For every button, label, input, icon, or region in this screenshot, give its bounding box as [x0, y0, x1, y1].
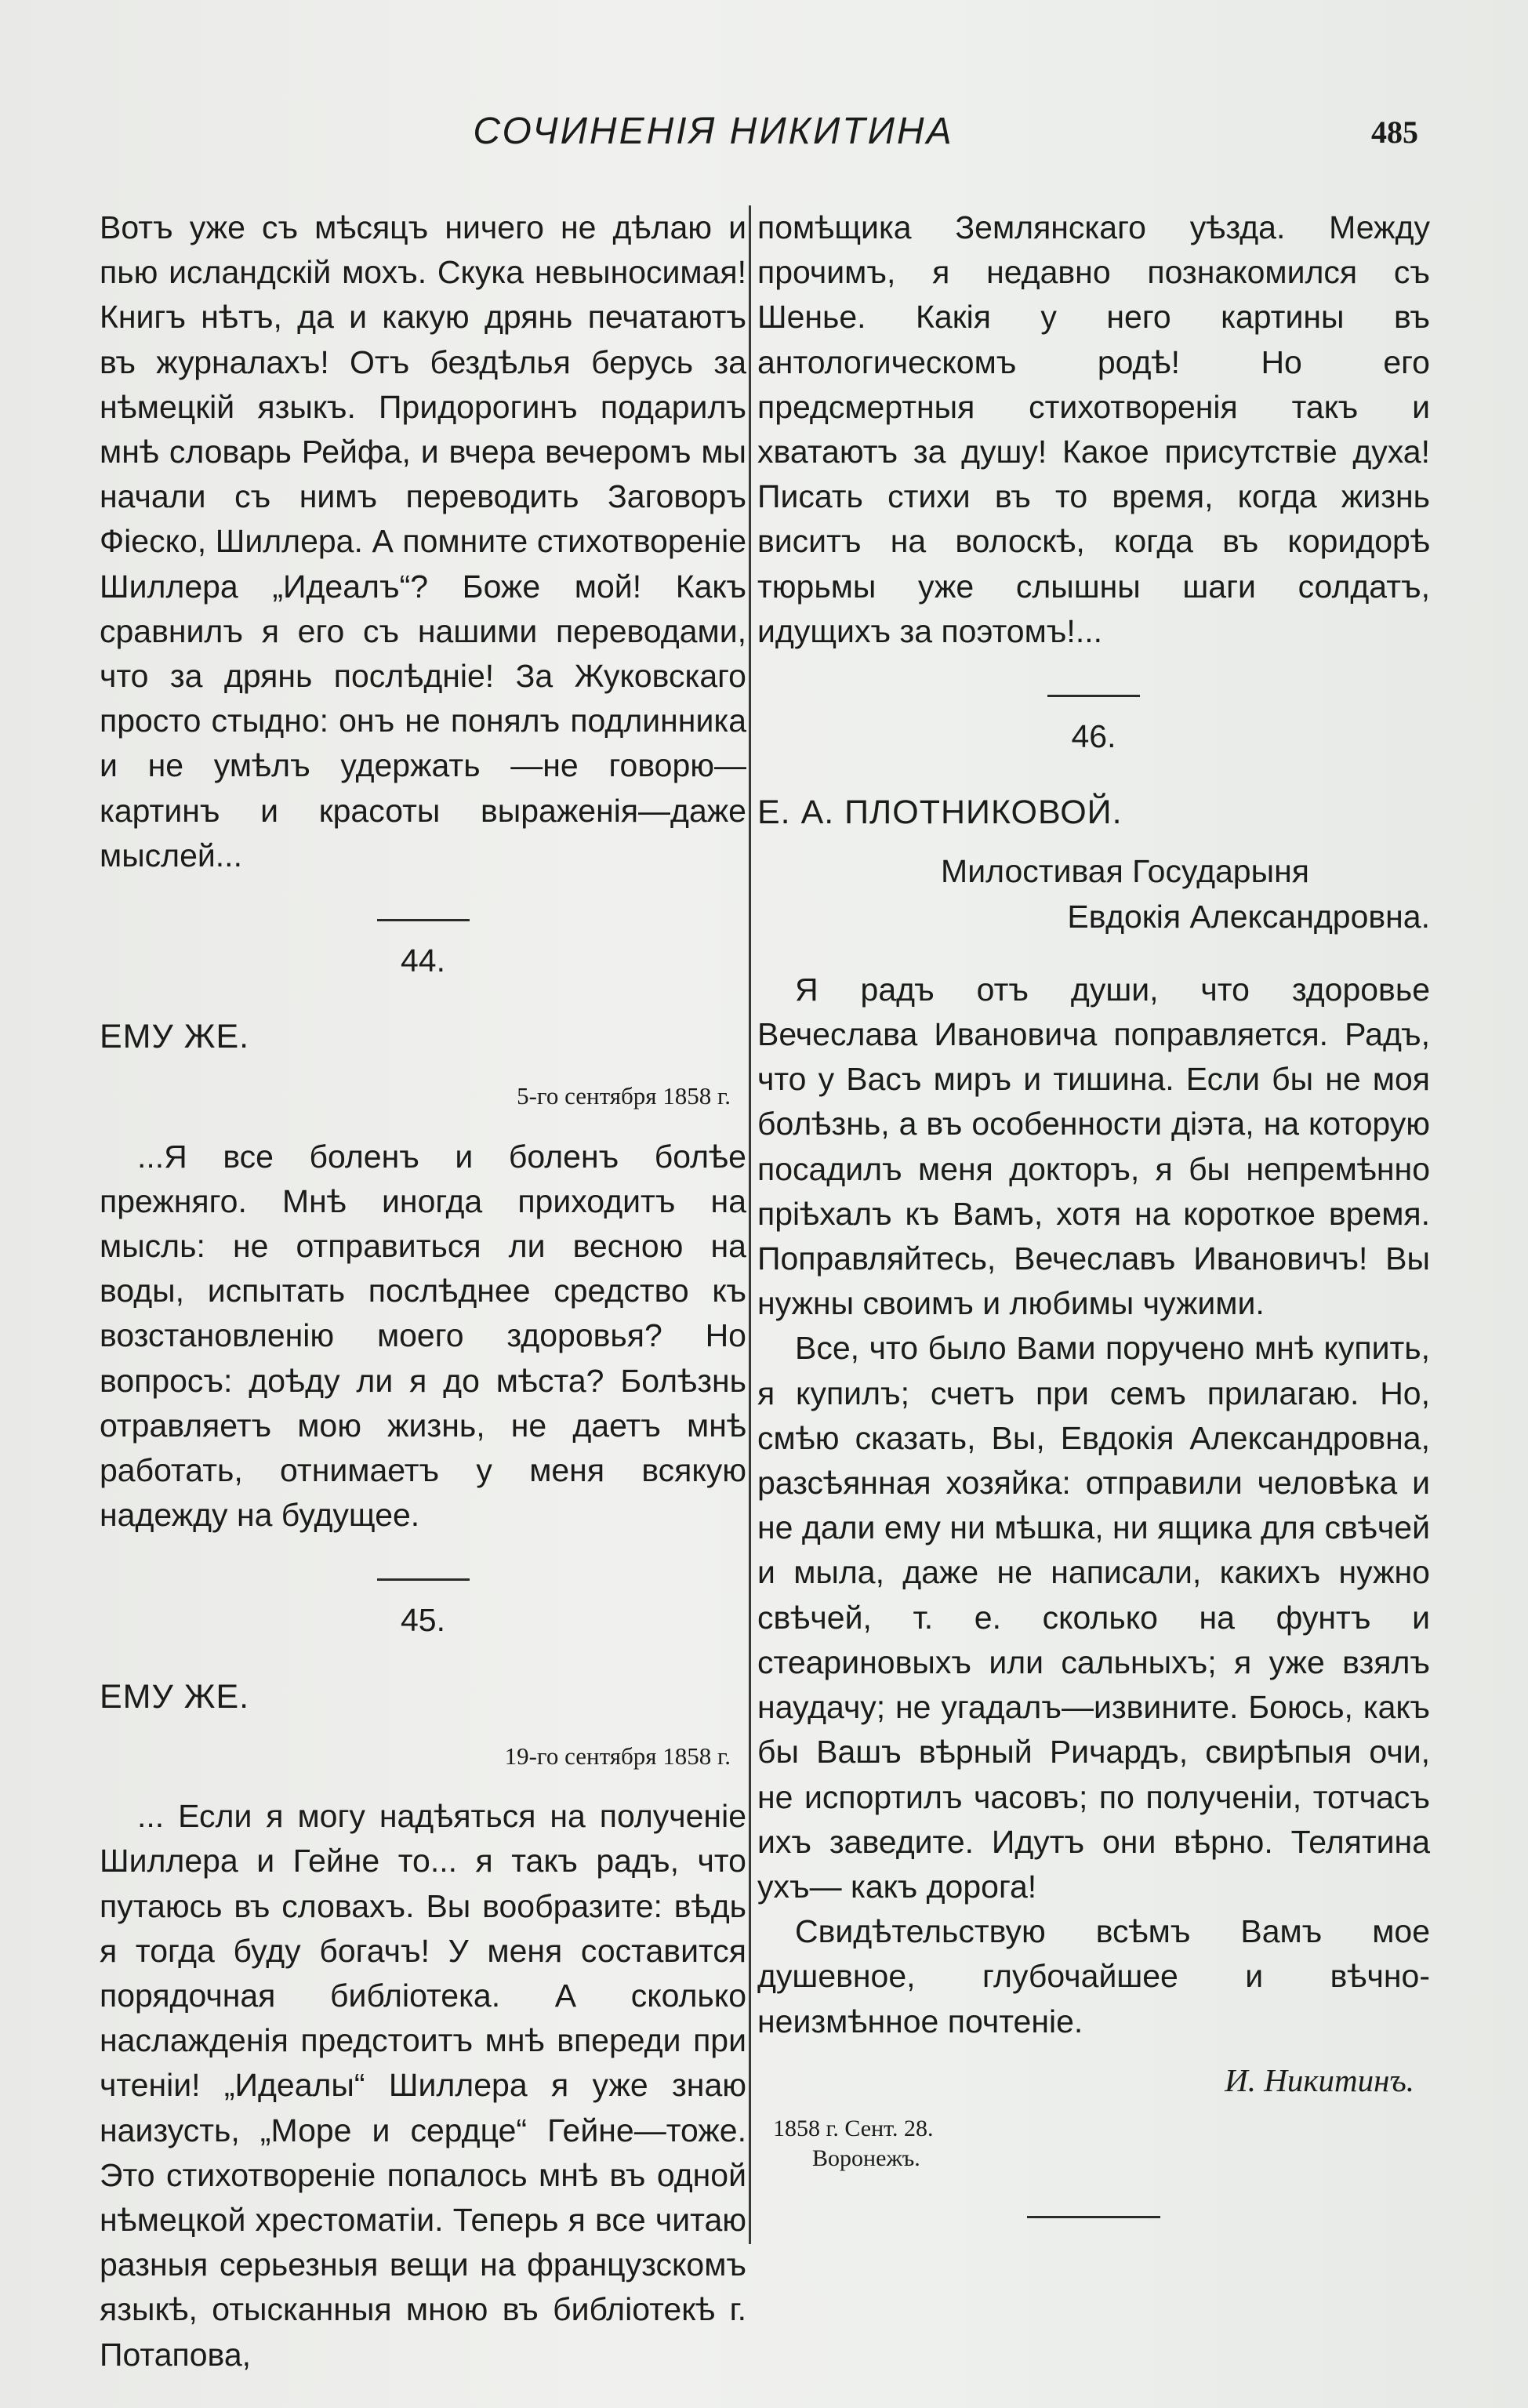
salutation-line-1: Милостивая Государыня: [941, 853, 1309, 890]
section-rule: [1047, 695, 1140, 697]
letter-date-45: 19-го сентября 1858 г.: [504, 1742, 731, 1770]
section-rule: [377, 919, 470, 921]
section-rule: [377, 1578, 470, 1581]
letter-43-continuation: Вотъ уже съ мѣсяцъ ничего не дѣлаю и пью исландскій мохъ. Скука невыносимая! Книгъ нѣтъ, да и какую дрянь печатаютъ въ журналахъ! Отъ бездѣлья берусь за нѣмецкій языкъ. Придорогинъ подарилъ мнѣ словарь Рейфа, и вчера вечеромъ мы начали съ нимъ переводить Заговоръ Фіеско, Шиллера. А помните стихотвореніе Шиллера „Идеалъ“? Боже мой! Какъ сравнилъ я его съ нашими переводами, что за дрянь послѣдніе! За Жуковскаго просто стыдно: онъ не понялъ подлинника и не умѣлъ удержать —не говорю—картинъ и красоты выраженія—даже мыслей...: [100, 209, 746, 873]
signature: И. Никитинъ.: [1225, 2061, 1414, 2098]
end-rule: [1027, 2216, 1160, 2218]
letter-date-44: 5-го сентября 1858 г.: [517, 1082, 731, 1110]
running-title: СОЧИНЕНІЯ НИКИТИНА: [473, 111, 954, 152]
salutation-line-2: Евдокія Александровна.: [1067, 898, 1430, 935]
letter-45-continuation: помѣщика Землянскаго уѣзда. Между прочимъ, я недавно познакомился съ Шенье. Какія у него картины въ антологическомъ родѣ! Но его предсмертныя стихотворенія такъ и хватаютъ за душу! Какое присутствіе духа! Писать стихи въ то время, когда жизнь виситъ на волоскѣ, когда въ коридорѣ тюрьмы уже слышны шаги солдатъ, идущихъ за поэтомъ!...: [757, 209, 1430, 649]
right-column: [757, 205, 1430, 2218]
letter-45-body: ... Если я могу надѣяться на полученіе Шиллера и Гейне то... я такъ радъ, что путаюсь въ словахъ. Вы вообразите: вѣдь я тогда буду богачъ! У меня составится порядочная библіотека. А сколько наслажденія предстоитъ мнѣ впереди при чтеніи! „Идеалы“ Шиллера я уже знаю наизусть, „Море и сердце“ Гейне—тоже. Это стихотвореніе попалось мнѣ въ одной нѣмецкой хрестоматіи. Теперь я все читаю разныя серьезныя вещи на французскомъ языкѣ, отысканныя мною въ библіотекѣ г. Потапова,: [100, 1798, 746, 2373]
letter-heading-46: Е. А. ПЛОТНИКОВОЙ.: [757, 794, 1123, 832]
place-date: 1858 г. Сент. 28.: [773, 2115, 934, 2141]
letter-heading-45: ЕМУ ЖЕ.: [100, 1677, 250, 1716]
letter-46-body-3: Свидѣтельствую всѣмъ Вамъ мое душевное, глубочайшее и вѣчно-неизмѣнное почтеніе.: [757, 1913, 1430, 2039]
page-number: 485: [1371, 114, 1418, 150]
letter-number-44: 44.: [401, 942, 445, 979]
letter-46-body-2: Все, что было Вами поручено мнѣ купить, я купилъ; счетъ при семъ прилагаю. Но, смѣю сказать, Вы, Евдокія Александровна, разсѣянная хозяйка: отправили человѣка и не дали ему ни мѣшка, ни ящика для свѣчей и мыла, даже не написали, какихъ нужно свѣчей, т. е. сколько на фунтъ и стеариновыхъ или сальныхъ; я уже взялъ наудачу; не угадалъ—извините. Боюсь, какъ бы Вашъ вѣрный Ричардъ, свирѣпыя очи, не испортилъ часовъ; по полученіи, тотчасъ ихъ заведите. Идутъ они вѣрно. Телятина ухъ— какъ дорога!: [757, 1330, 1430, 1905]
letter-46-body-1: Я радъ отъ души, что здоровье Вечеслава Ивановича поправляется. Радъ, что у Васъ миръ и тишина. Если бы не моя болѣзнь, а въ особенности діэта, на которую посадилъ меня докторъ, я бы непремѣнно пріѣхалъ къ Вамъ, хотя на короткое время. Поправляйтесь, Вечеславъ Ивановичъ! Вы нужны своимъ и любимы чужими.: [757, 971, 1430, 1322]
column-divider: [749, 205, 751, 2244]
letter-44-body: ...Я все боленъ и боленъ болѣе прежняго. Мнѣ иногда приходитъ на мысль: не отправиться ли весною на воды, испытать послѣднее средство къ возстановленію моего здоровья? Но вопросъ: доѣду ли я до мѣста? Болѣзнь отравляетъ мою жизнь, не даетъ мнѣ работать, отнимаетъ у меня всякую надежду на будущее.: [100, 1138, 746, 1534]
letter-number-46: 46.: [1071, 718, 1116, 755]
letter-number-45: 45.: [401, 1602, 445, 1639]
place-city: Воронежъ.: [812, 2145, 920, 2171]
letter-heading-44: ЕМУ ЖЕ.: [100, 1018, 250, 1056]
left-column: [100, 205, 746, 2377]
